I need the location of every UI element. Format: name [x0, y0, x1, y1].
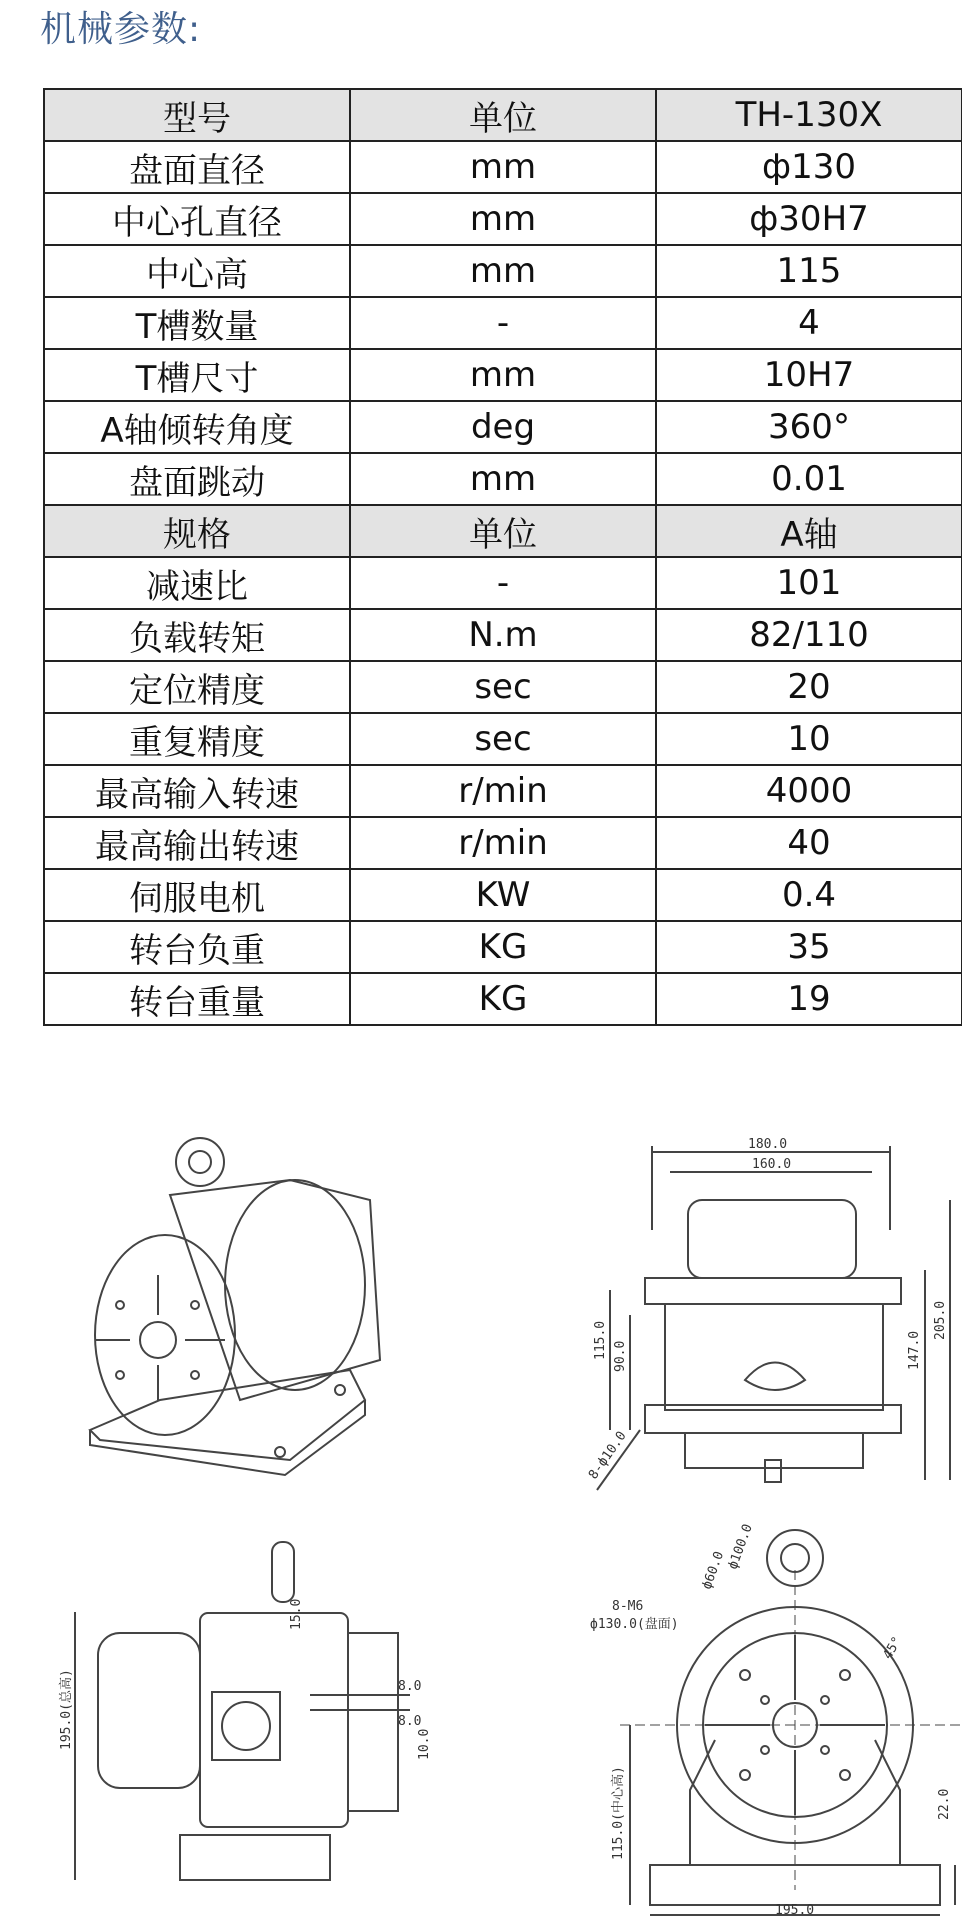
front-view-drawing [597, 1146, 950, 1490]
spec-table-row [44, 193, 962, 245]
isometric-view-drawing [90, 1138, 380, 1475]
value-cell: 101 [656, 557, 962, 609]
dimension-label: 115.0(中心高) [611, 1766, 626, 1860]
spec-table-row [44, 817, 962, 869]
dimension-label: 8.0 [398, 1679, 422, 1694]
dimension-label: 180.0 [748, 1137, 788, 1152]
unit-cell: sec [350, 713, 656, 765]
value-cell: 4 [656, 297, 962, 349]
unit-cell: mm [350, 349, 656, 401]
param-cell: T槽数量 [44, 297, 350, 349]
unit-cell: r/min [350, 765, 656, 817]
spec-table-row [44, 661, 962, 713]
param-cell: 最高输出转速 [44, 817, 350, 869]
param-cell: 盘面直径 [44, 141, 350, 193]
unit-cell: N.m [350, 609, 656, 661]
unit-cell: 单位 [350, 505, 656, 557]
value-cell: 40 [656, 817, 962, 869]
unit-cell: mm [350, 141, 656, 193]
dimension-label: 8-ф10.0 [585, 1428, 630, 1483]
spec-table-row [44, 869, 962, 921]
param-cell: 重复精度 [44, 713, 350, 765]
value-cell: 360° [656, 401, 962, 453]
section-heading: 机械参数: [40, 9, 202, 50]
unit-cell: mm [350, 453, 656, 505]
param-cell: 伺服电机 [44, 869, 350, 921]
value-cell: A轴 [656, 505, 962, 557]
unit-cell: KW [350, 869, 656, 921]
spec-table-row [44, 245, 962, 297]
dimension-label: 90.0 [613, 1340, 628, 1372]
param-cell: 中心高 [44, 245, 350, 297]
dimension-label: 22.0 [937, 1788, 952, 1820]
value-cell: 0.4 [656, 869, 962, 921]
param-cell: 减速比 [44, 557, 350, 609]
spec-table-row [44, 141, 962, 193]
param-cell: 负载转矩 [44, 609, 350, 661]
value-cell: 115 [656, 245, 962, 297]
dimension-label: ф60.0 [699, 1549, 728, 1592]
value-cell: 0.01 [656, 453, 962, 505]
value-cell: 20 [656, 661, 962, 713]
value-cell: ф130 [656, 141, 962, 193]
dimension-label: 195.0 [775, 1903, 815, 1918]
param-cell: T槽尺寸 [44, 349, 350, 401]
face-view-drawing [620, 1530, 962, 1915]
spec-table-row [44, 401, 962, 453]
spec-table-row [44, 453, 962, 505]
unit-cell: mm [350, 193, 656, 245]
spec-table-row [44, 973, 962, 1025]
value-cell: TH-130X [656, 89, 962, 141]
value-cell: 10 [656, 713, 962, 765]
param-cell: 定位精度 [44, 661, 350, 713]
drawings-svg [0, 1100, 962, 1920]
spec-table-row [44, 609, 962, 661]
side-view-drawing [75, 1542, 410, 1880]
spec-table-row [44, 557, 962, 609]
value-cell: 10H7 [656, 349, 962, 401]
value-cell: 4000 [656, 765, 962, 817]
spec-table-header-row [44, 89, 962, 141]
unit-cell: 单位 [350, 89, 656, 141]
technical-drawings [0, 1100, 962, 1920]
unit-cell: - [350, 557, 656, 609]
dimension-label: 160.0 [752, 1157, 792, 1172]
param-cell: 规格 [44, 505, 350, 557]
unit-cell: - [350, 297, 656, 349]
param-cell: 最高输入转速 [44, 765, 350, 817]
value-cell: 35 [656, 921, 962, 973]
value-cell: ф30H7 [656, 193, 962, 245]
dimension-label: ф100.0 [725, 1522, 756, 1572]
dimension-label: 8.0 [398, 1714, 422, 1729]
unit-cell: mm [350, 245, 656, 297]
param-cell: 转台负重 [44, 921, 350, 973]
dimension-label: 8-M6 [612, 1599, 644, 1614]
param-cell: 型号 [44, 89, 350, 141]
spec-table [43, 88, 962, 1026]
dimension-label: 10.0 [417, 1728, 432, 1760]
unit-cell: deg [350, 401, 656, 453]
spec-table-row [44, 765, 962, 817]
dimension-label: 45° [880, 1634, 906, 1662]
dimension-label: 147.0 [907, 1330, 922, 1370]
dimension-label: 115.0 [593, 1320, 608, 1360]
param-cell: 转台重量 [44, 973, 350, 1025]
dimension-label: ф130.0(盘面) [590, 1617, 679, 1632]
unit-cell: r/min [350, 817, 656, 869]
unit-cell: KG [350, 921, 656, 973]
value-cell: 19 [656, 973, 962, 1025]
unit-cell: KG [350, 973, 656, 1025]
spec-table-row [44, 713, 962, 765]
spec-table-row [44, 921, 962, 973]
param-cell: 盘面跳动 [44, 453, 350, 505]
dimension-label: 15.0 [289, 1598, 304, 1630]
param-cell: 中心孔直径 [44, 193, 350, 245]
spec-table-row [44, 349, 962, 401]
value-cell: 82/110 [656, 609, 962, 661]
spec-table-header-row [44, 505, 962, 557]
spec-table-row [44, 297, 962, 349]
dimension-label: 205.0 [933, 1300, 948, 1340]
unit-cell: sec [350, 661, 656, 713]
dimension-label: 195.0(总高) [59, 1669, 74, 1750]
param-cell: A轴倾转角度 [44, 401, 350, 453]
